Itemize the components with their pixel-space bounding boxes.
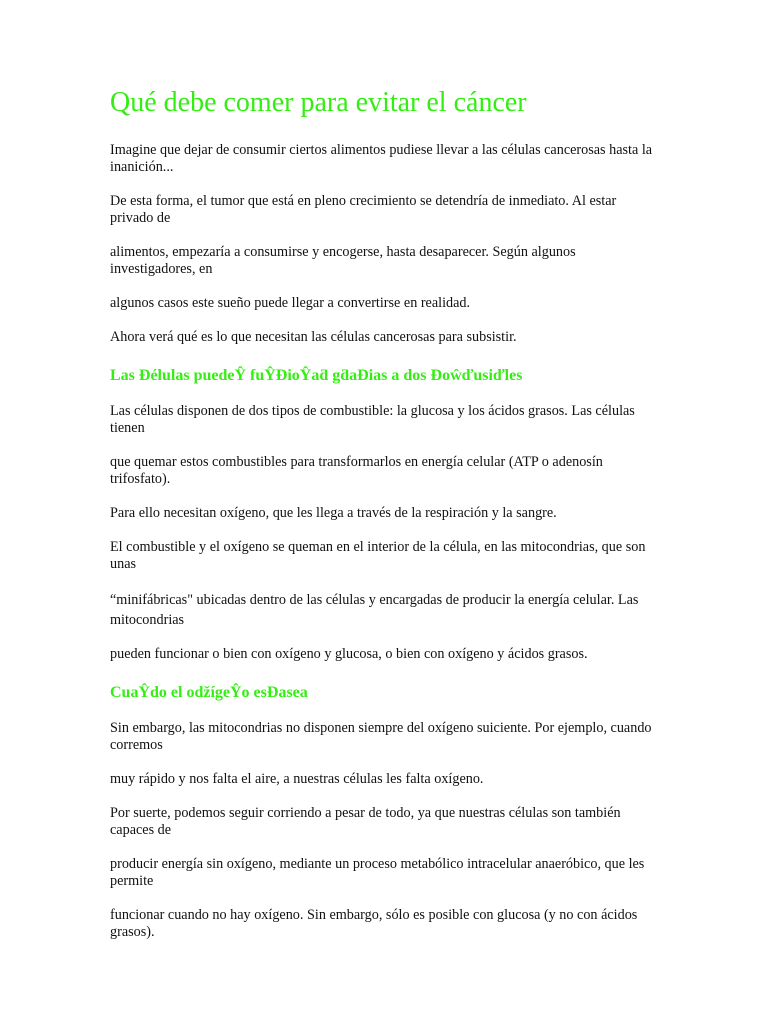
paragraph: pueden funcionar o bien con oxígeno y glucosa, o bien con oxígeno y ácidos grasos.	[110, 646, 588, 662]
paragraph: Sin embargo, las mitocondrias no disponen siempre del oxígeno suiciente. Por ejemplo, cuando corremos	[110, 720, 652, 753]
paragraph: muy rápido y nos falta el aire, a nuestras células les falta oxígeno.	[110, 771, 484, 787]
paragraph: Para ello necesitan oxígeno, que les llega a través de la respiración y la sangre.	[110, 505, 557, 521]
paragraph: funcionar cuando no hay oxígeno. Sin embargo, sólo es posible con glucosa (y no con ácidos grasos).	[110, 907, 638, 940]
paragraph: Imagine que dejar de consumir ciertos alimentos pudiese llevar a las células cancerosas hasta la inanición...	[110, 142, 653, 175]
paragraph: algunos casos este sueño puede llegar a convertirse en realidad.	[110, 295, 471, 311]
section-heading: Las Đélulas puedeŶ fuŶĐioŶaƌ gƌaĐias a dos Đoŵďusiďles	[110, 367, 523, 384]
document-title: Qué debe comer para evitar el cáncer	[110, 87, 527, 118]
paragraph: Ahora verá qué es lo que necesitan las células cancerosas para subsistir.	[110, 329, 517, 345]
paragraph: alimentos, empezaría a consumirse y encogerse, hasta desaparecer. Según algunos investigadores, en	[110, 244, 576, 277]
paragraph: producir energía sin oxígeno, mediante un proceso metabólico intracelular anaeróbico, que les permite	[110, 856, 645, 889]
document-page	[110, 84, 658, 958]
section-heading: CuaŶdo el odžígeŶo esĐasea	[110, 684, 308, 701]
paragraph: “minifábricas" ubicadas dentro de las células y encargadas de producir la energía celular. Las mitocondrias	[110, 592, 639, 628]
paragraph: Por suerte, podemos seguir corriendo a pesar de todo, ya que nuestras células son también capaces de	[110, 805, 621, 838]
paragraph: que quemar estos combustibles para transformarlos en energía celular (ATP o adenosín trifosfato).	[110, 454, 603, 487]
paragraph: Las células disponen de dos tipos de combustible: la glucosa y los ácidos grasos. Las células tienen	[110, 403, 635, 436]
paragraph: El combustible y el oxígeno se queman en el interior de la célula, en las mitocondrias, que son unas	[110, 539, 646, 572]
paragraph: De esta forma, el tumor que está en pleno crecimiento se detendría de inmediato. Al estar privado de	[110, 193, 617, 226]
